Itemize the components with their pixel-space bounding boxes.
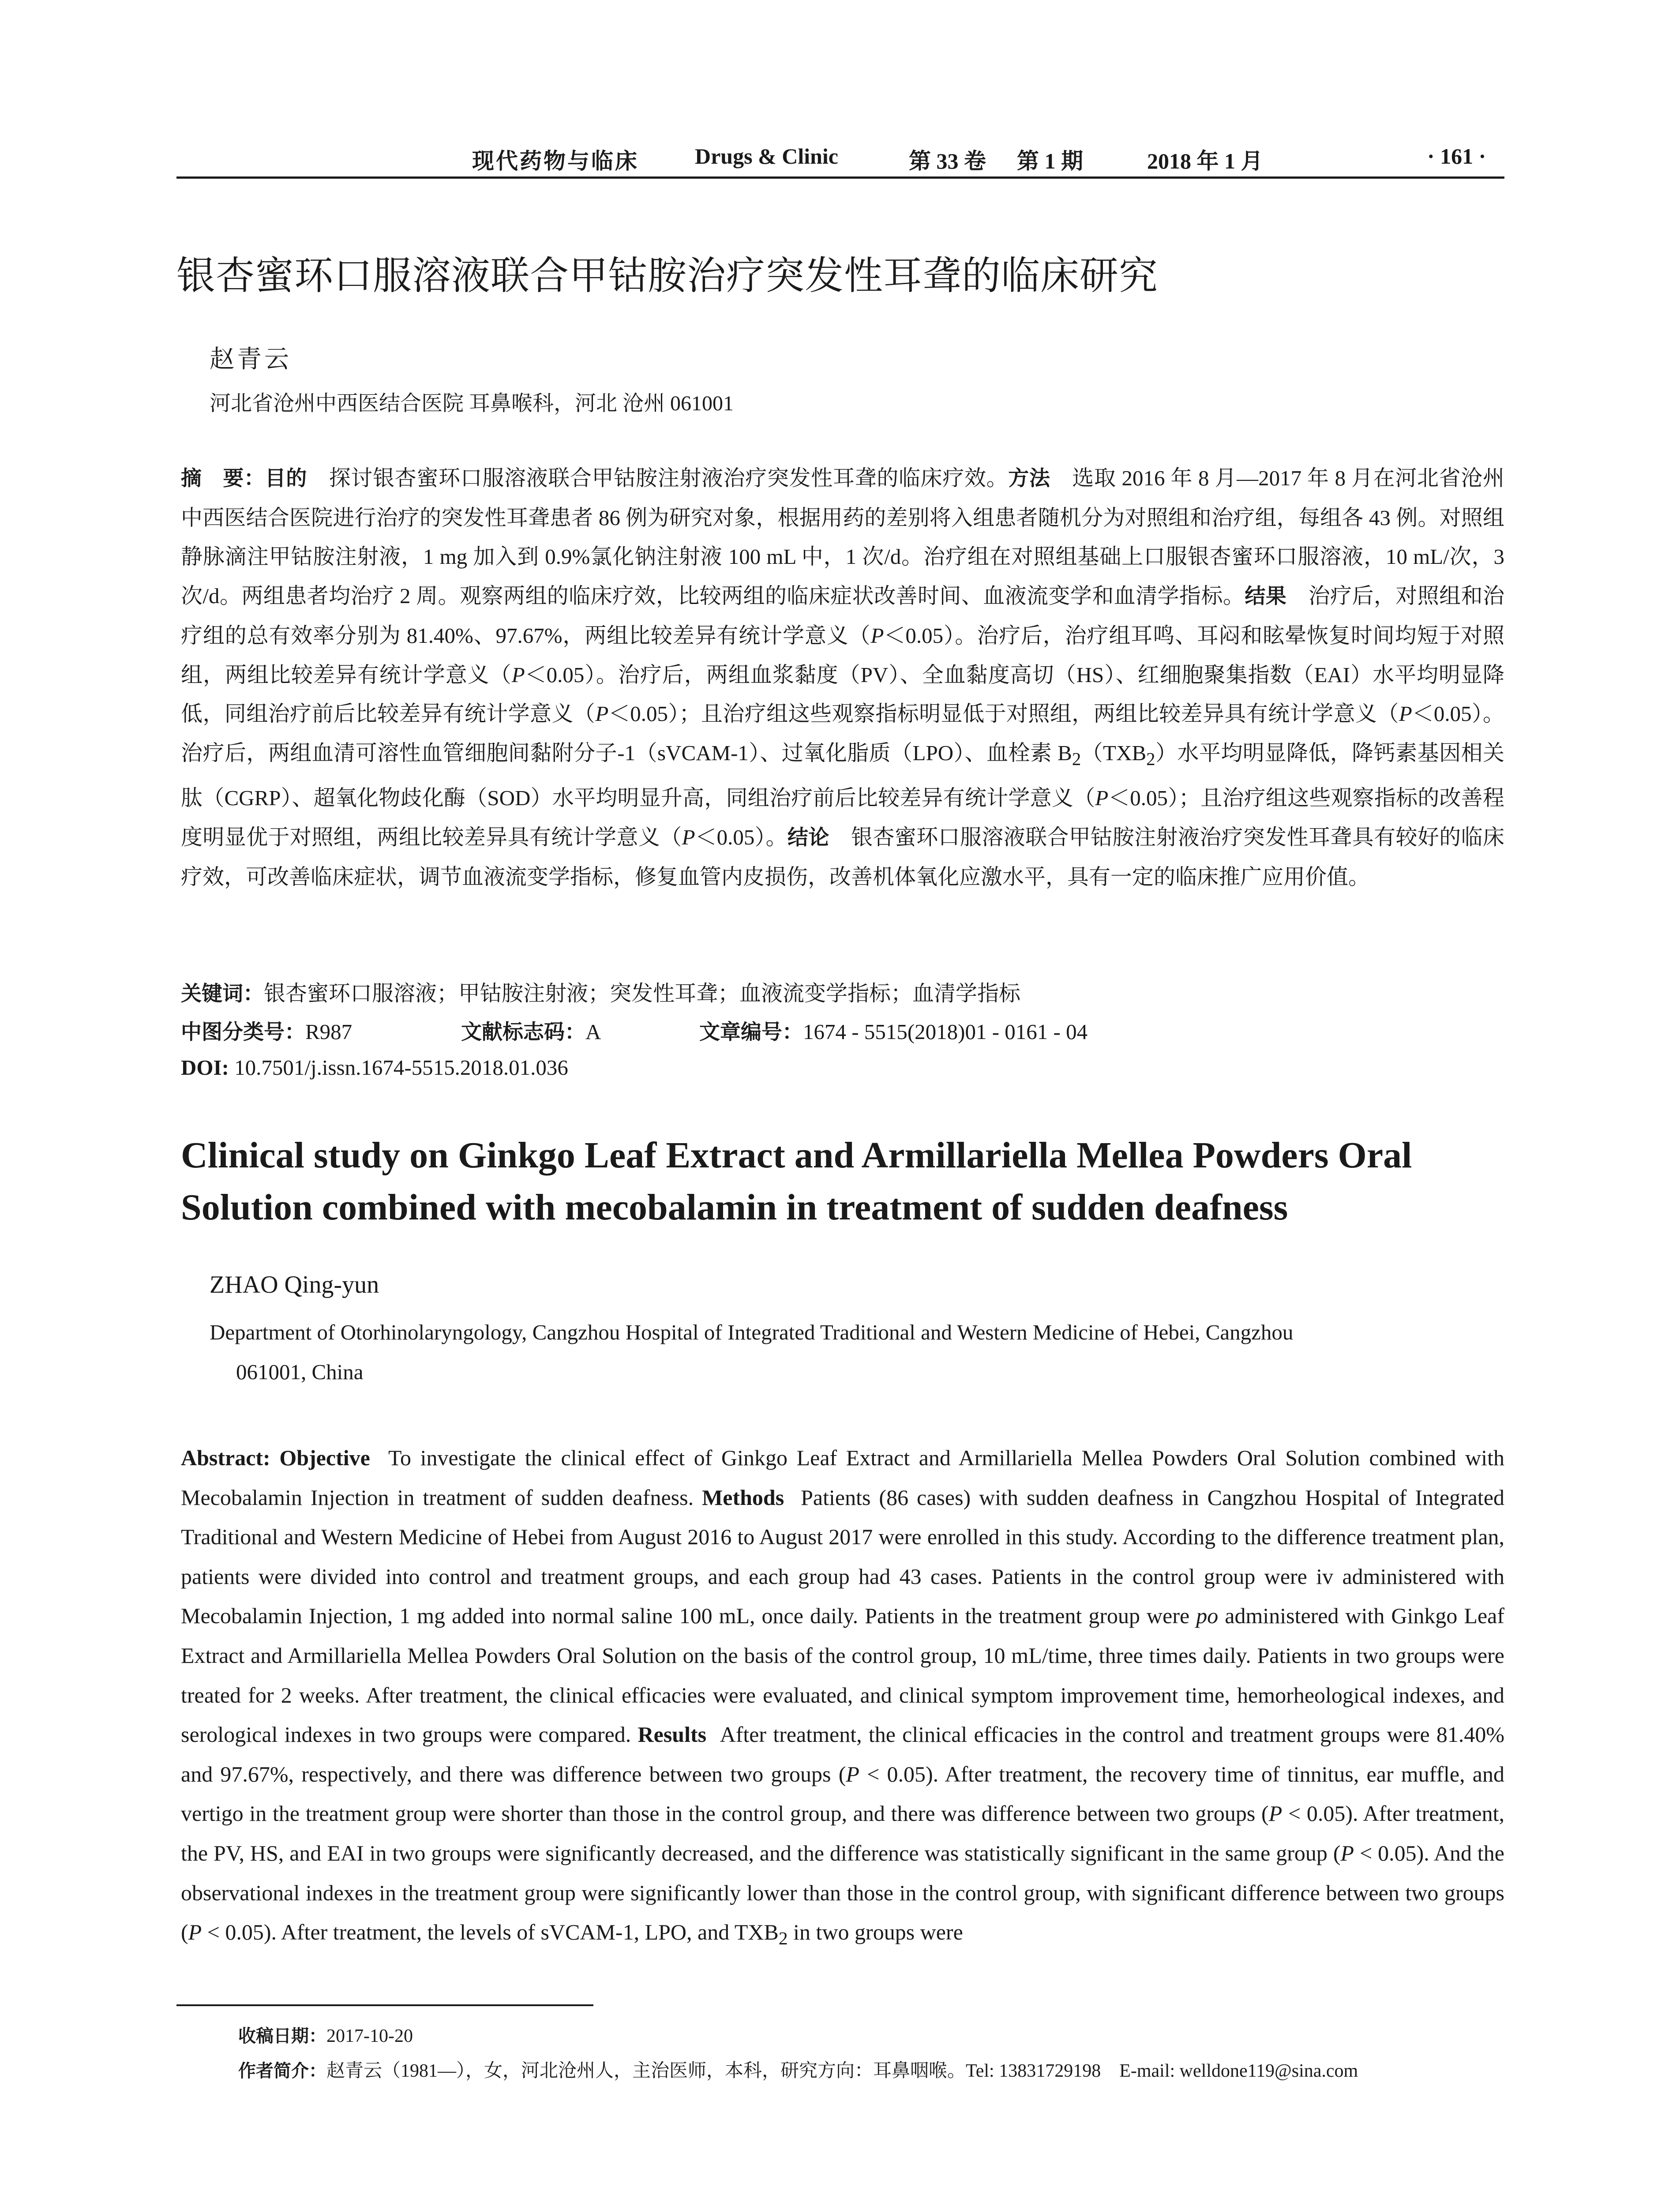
- objective-text-en: To investigate the clinical effect of Ginkgo Leaf Extract and Armillariella Mellea Powders Oral Solution combined with Mecobalamin Injection in treatment of sudden deafness.: [181, 1445, 1505, 1510]
- results-text-en: < 0.05). After treatment, the levels of sVCAM-1, LPO, and TXB: [202, 1920, 779, 1945]
- keywords-cn: [181, 976, 1020, 1007]
- issue-date: 2018 年 1 月: [1147, 149, 1263, 173]
- conclusion-text-cn: 银杏蜜环口服溶液联合甲钴胺注射液治疗突发性耳聋具有较好的临床疗效，可改善临床症状，调节血液流变学指标，修复血管内皮损伤，改善机体氧化应激水平，具有一定的临床推广应用价值。: [181, 825, 1504, 889]
- received-value: 2017-10-20: [326, 2026, 413, 2046]
- p-value-symbol: P: [1399, 702, 1412, 726]
- article-title-cn: 银杏蜜环口服溶液联合甲钴胺治疗突发性耳聋的临床研究: [176, 253, 1159, 298]
- methods-label-en: Methods: [702, 1485, 784, 1510]
- doccode-value: A: [585, 1020, 601, 1044]
- p-value-symbol: P: [846, 1761, 859, 1786]
- issue: 第 1 期: [1017, 149, 1083, 173]
- p-value-symbol: P: [870, 623, 884, 648]
- p-value-symbol: P: [595, 702, 609, 726]
- results-label-en: Results: [638, 1722, 707, 1747]
- results-text-cn: ＜0.05）。: [695, 825, 788, 850]
- affiliation-en: [210, 1313, 1507, 1392]
- results-text-cn: ＜0.05）。治疗后，两组血浆黏度（PV）、全血黏度高切（HS）、红细胞聚集指数（EAI）水平均明显降低，同组治疗前后比较差异有统计学意义（: [181, 662, 1504, 726]
- objective-label-cn: 目的: [265, 466, 308, 491]
- methods-label-cn: 方法: [1008, 466, 1050, 491]
- subscript: 2: [1072, 749, 1081, 769]
- articleno-label: 文章编号：: [699, 1020, 803, 1044]
- articleno-value: 1674 - 5515(2018)01 - 0161 - 04: [803, 1020, 1088, 1044]
- p-value-symbol: P: [188, 1920, 202, 1945]
- abstract-cn: [181, 459, 1504, 897]
- p-value-symbol: P: [1340, 1840, 1354, 1865]
- abstract-label-en: Abstract:: [181, 1445, 270, 1470]
- running-header: [176, 143, 1504, 179]
- results-text-en: in two groups were: [788, 1920, 963, 1945]
- clc-value: R987: [305, 1020, 352, 1044]
- methods-text-en: administered with Ginkgo Leaf Extract and Armillariella Mellea Powders Oral Solution on the basis of the control group, 10 mL/time, three times daily. Patients in two groups were treated for 2 weeks. After treatment, the clinical efficacies were evaluated, and clinical symptom improvement time, hemorheological indexes, and serological indexes in two groups were compared.: [181, 1603, 1505, 1747]
- doccode-label: 文献标志码：: [461, 1020, 585, 1044]
- methods-text-en: Patients (86 cases) with sudden deafness in Cangzhou Hospital of Integrated Traditional and Western Medicine of Hebei from August 2016 to August 2017 were enrolled in this study. According to the difference treatment plan, patients were divided into control and treatment groups, and each group had 43 cases. Patients in the control group were iv administered with Mecobalamin Injection, 1 mg added into normal saline 100 mL, once daily. Patients in the treatment group were: [181, 1485, 1505, 1628]
- results-text-en: < 0.05). And the observational indexes in the treatment group were significantly lower than those in the control group, with significant difference between two groups (: [181, 1840, 1504, 1945]
- keywords-text: 银杏蜜环口服溶液；甲钴胺注射液；突发性耳聋；血液流变学指标；血清学指标: [264, 981, 1021, 1005]
- results-text-cn: 治疗后，对照组和治疗组的总有效率分别为 81.40%、97.67%，两组比较差异有统计学意义（: [181, 584, 1504, 648]
- results-text-cn: ＜0.05）。治疗后，两组血清可溶性血管细胞间黏附分子-1（sVCAM-1）、过氧化脂质（LPO）、血栓素 B: [181, 702, 1504, 765]
- affiliation-en-line: Department of Otorhinolaryngology, Cangzhou Hospital of Integrated Traditional and Western Medicine of Hebei, Cangzhou: [210, 1320, 1294, 1344]
- doi-value: 10.7501/j.issn.1674-5515.2018.01.036: [234, 1055, 568, 1080]
- results-text-en: After treatment, the clinical efficacies in the control and treatment groups were 81.40% and 97.67%, respectively, and there was difference between two groups (: [181, 1722, 1505, 1786]
- results-text-en: < 0.05). After treatment, the recovery time of tinnitus, ear muffle, and vertigo in the treatment group were shorter than those in the control group, and there was difference between two groups (: [181, 1761, 1504, 1826]
- abstract-en: [181, 1438, 1504, 1959]
- p-value-symbol: P: [682, 825, 695, 850]
- p-value-symbol: P: [511, 662, 525, 687]
- p-value-symbol: P: [1268, 1801, 1282, 1826]
- footnote-rule: [176, 2004, 593, 2006]
- article-title-en: Clinical study on Ginkgo Leaf Extract and Armillariella Mellea Powders Oral Solution combined with mecobalamin in treatment of sudden deafness: [181, 1135, 1412, 1228]
- results-text-cn: ＜0.05）；且治疗组这些观察指标明显低于对照组，两组比较差异具有统计学意义（: [608, 702, 1399, 726]
- results-text-cn: （TXB: [1081, 740, 1147, 765]
- results-label-cn: 结果: [1245, 584, 1287, 609]
- po-abbrev: po: [1196, 1603, 1219, 1628]
- results-text-cn: ）水平均明显降低，降钙素基因相关肽（CGRP）、超氧化物歧化酶（SOD）水平均明显升高，同组治疗前后比较差异有统计学意义（: [181, 740, 1504, 810]
- objective-label-en: Objective: [279, 1445, 370, 1470]
- affiliation-en-line: 061001, China: [236, 1360, 364, 1384]
- affiliation-cn: 河北省沧州中西医结合医院 耳鼻喉科，河北 沧州 061001: [210, 392, 734, 415]
- author-en: ZHAO Qing-yun: [210, 1271, 379, 1298]
- header-rule: [176, 176, 1504, 179]
- journal-name-en: Drugs & Clinic: [695, 144, 838, 169]
- page-number: · 161 ·: [1427, 144, 1486, 169]
- doi-line: [181, 1055, 568, 1080]
- journal-name-cn: 现代药物与临床: [472, 149, 639, 173]
- received-date: [238, 2022, 413, 2047]
- clc-label: 中图分类号：: [181, 1020, 305, 1044]
- bio-text: 赵青云（1981—），女，河北沧州人，主治医师，本科，研究方向：耳鼻咽喉。Tel: 13831729198 E-mail: welldone119@sina.com: [326, 2061, 1358, 2081]
- objective-text-cn: 探讨银杏蜜环口服溶液联合甲钴胺注射液治疗突发性耳聋的临床疗效。: [329, 466, 1009, 490]
- methods-text-cn: 选取 2016 年 8 月—2017 年 8 月在河北省沧州中西医结合医院进行治疗的突发性耳聋患者 86 例为研究对象，根据用药的差别将入组患者随机分为对照组和治疗组，每组各 43 例。对照组静脉滴注甲钴胺注射液，1 mg 加入到 0.9%氯化钠注射液 100 mL 中，1 次/d。治疗组在对照组基础上口服银杏蜜环口服溶液，10 mL/次，3 次/d。两组患者均治疗 2 周。观察两组的临床疗效，比较两组的临床症状改善时间、血液流变学和血清学指标。: [181, 466, 1505, 608]
- subscript: 2: [778, 1928, 788, 1949]
- conclusion-label-cn: 结论: [787, 825, 829, 850]
- author-bio: [238, 2056, 1358, 2082]
- bio-label: 作者简介：: [238, 2061, 326, 2081]
- results-text-cn: ＜0.05）；且治疗组这些观察指标的改善程度明显优于对照组，两组比较差异具有统计学意义（: [181, 786, 1504, 850]
- results-text-cn: ＜0.05）。治疗后，治疗组耳鸣、耳闷和眩晕恢复时间均短于对照组，两组比较差异有统计学意义（: [181, 623, 1504, 687]
- abstract-label-cn: 摘 要：: [181, 466, 265, 491]
- p-value-symbol: P: [1095, 786, 1109, 810]
- results-text-en: < 0.05). After treatment, the PV, HS, and EAI in two groups were significantly decreased, and the difference was statistically significant in the same group (: [181, 1801, 1504, 1865]
- doi-label: DOI:: [181, 1055, 229, 1080]
- received-label: 收稿日期：: [238, 2026, 326, 2046]
- volume: 第 33 卷: [909, 149, 986, 173]
- subscript: 2: [1146, 749, 1155, 769]
- keywords-label: 关键词：: [181, 982, 264, 1006]
- author-cn: 赵青云: [210, 346, 292, 373]
